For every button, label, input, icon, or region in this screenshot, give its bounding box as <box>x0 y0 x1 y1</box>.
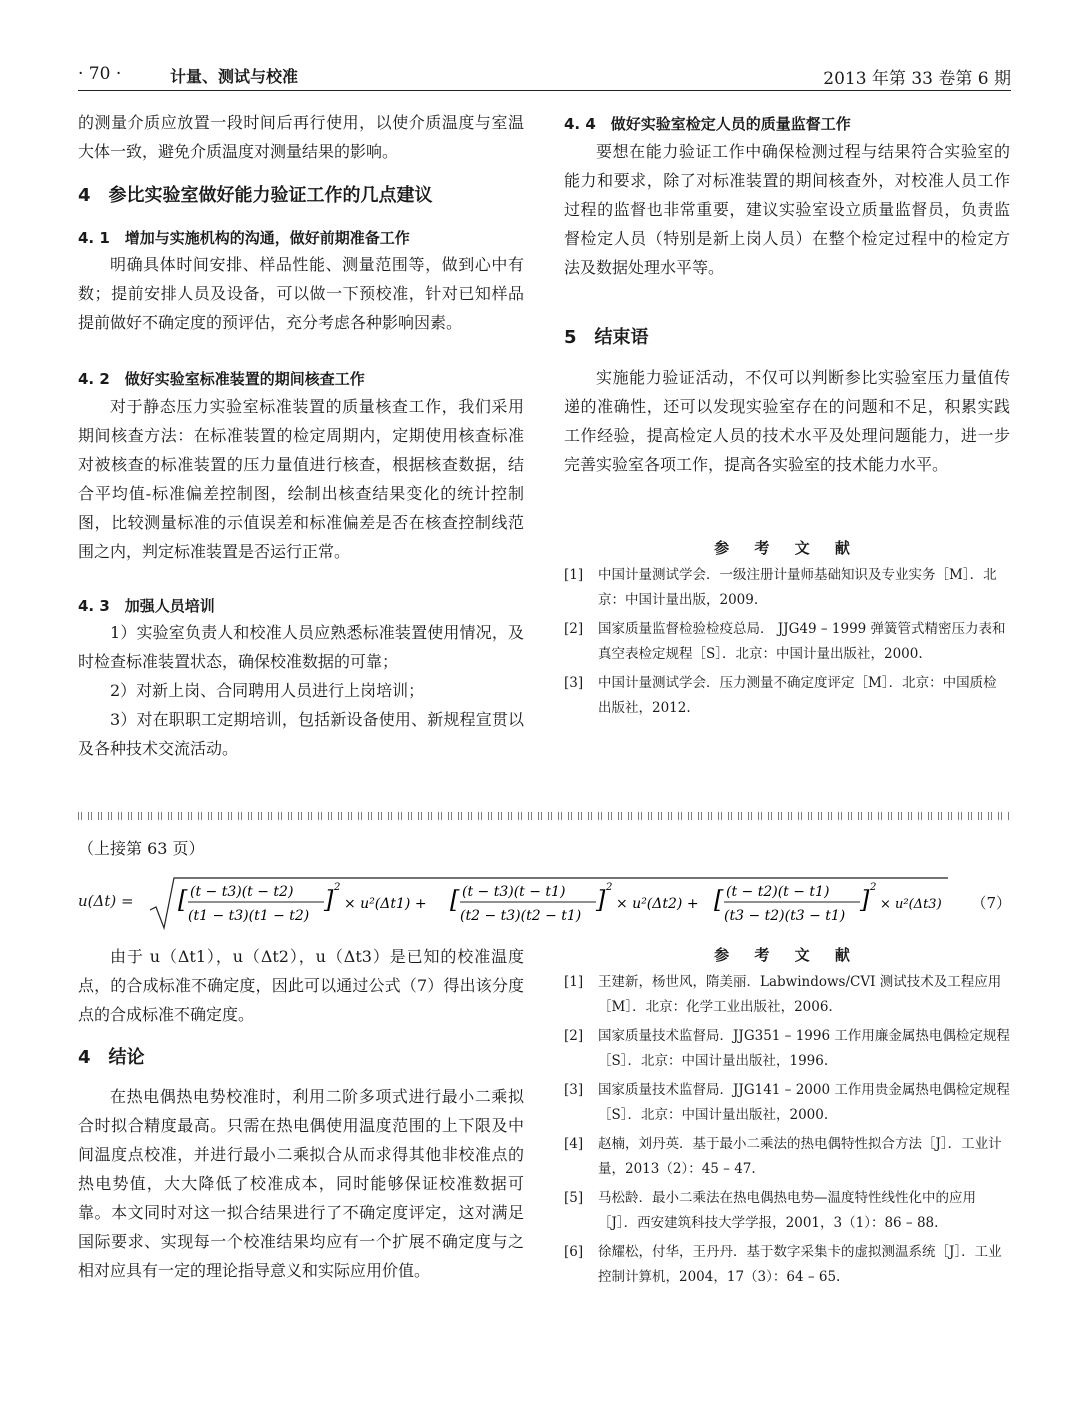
exponent: 2 <box>606 882 613 893</box>
s41-body <box>78 250 524 337</box>
exponent: 2 <box>870 882 877 893</box>
paragraph: 在热电偶热电势校准时，利用二阶多项式进行最小二乘拟合时拟合精度最高。只需在热电偶使用温度范围的上下限及中间温度点校准，并进行最小二乘拟合从而求得其他非校准点的热电势值，大大降低了校准成本，同时能够保证校准数据可靠。本文同时对这一拟合结果进行了不确定度评定，这对满足国际要求、实现每一个校准结果均应有一个扩展不确定度与之相对应具有一定的理论指导意义和实际应用价值。 <box>78 1087 524 1280</box>
reference-item <box>564 617 1010 667</box>
conclusion-body <box>78 1082 524 1285</box>
section-heading: 5 结束语 <box>564 327 649 348</box>
reference-text: 国家质量监督检验检疫总局． JJG49 – 1999 弹簧管式精密压力表和真空表检定规程［S］．北京：中国计量出版社，2000. <box>598 621 1006 662</box>
s44-body <box>564 137 1010 282</box>
list-item: 2）对新上岗、合同聘用人员进行上岗培训； <box>110 681 425 700</box>
fraction-denominator: (t2 − t3)(t2 − t1) <box>460 908 582 924</box>
paragraph: 对于静态压力实验室标准装置的质量核查工作，我们采用期间核查方法：在标准装置的检定周期内，定期使用核查标准对被核查的标准装置的压力量值进行核查，根据核查数据，结合平均值-标准偏差控制图，绘制出核查结果变化的统计控制图，比较测量标准的示值误差和标准偏差是否在核查控制线范围之内，判定标准装置是否运行正常。 <box>78 397 524 561</box>
bracket: [ <box>178 886 188 914</box>
bracket: ] <box>596 886 606 914</box>
reference-text: 国家质量技术监督局．JJG141 – 2000 工作用贵金属热电偶检定规程［S］．北京：中国计量出版社，2000. <box>598 1082 1010 1123</box>
s43-body <box>78 618 524 763</box>
bracket: ] <box>860 886 870 914</box>
page-number: · 70 · <box>78 64 122 84</box>
reference-number: [2] <box>564 1028 584 1044</box>
top-left-column <box>78 108 524 166</box>
term-factor: × u²(Δt1) + <box>344 896 427 912</box>
journal-section-name: 计量、测试与校准 <box>170 67 299 86</box>
s42-body <box>78 392 524 566</box>
paragraph: 要想在能力验证工作中确保检测过程与结果符合实验室的能力和要求，除了对标准装置的期间核查外，对校准人员工作过程的监督也非常重要，建议实验室设立质量监督员，负责监督检定人员（特别是新上岗人员）在整个检定过程中的检定方法及数据处理水平等。 <box>564 142 1010 277</box>
paragraph: 的测量介质应放置一段时间后再行使用，以使介质温度与室温大体一致，避免介质温度对测量结果的影响。 <box>78 113 524 161</box>
paragraph: 由于 u（Δt1），u（Δt2），u（Δt3）是已知的校准温度点，的合成标准不确定度，因此可以通过公式（7）得出该分度点的合成标准不确定度。 <box>78 947 524 1024</box>
reference-text: 王建新，杨世风，隋美丽．Labwindows/CVI 测试技术及工程应用［M］．北京：化学工业出版社，2006. <box>598 974 1002 1015</box>
equation-7 <box>78 874 1011 930</box>
section-heading: 4 参比实验室做好能力验证工作的几点建议 <box>78 185 433 206</box>
reference-item <box>564 1078 1010 1128</box>
running-header <box>78 62 1011 91</box>
reference-number: [3] <box>564 675 584 691</box>
exponent: 2 <box>334 882 341 893</box>
reference-item <box>564 1186 1010 1236</box>
reference-number: [3] <box>564 1082 584 1098</box>
subsection-heading: 4. 1 增加与实施机构的沟通，做好前期准备工作 <box>78 229 410 247</box>
reference-text: 中国计量测试学会．一级注册计量师基础知识及专业实务［M］．北京：中国计量出版，2009. <box>598 567 997 608</box>
fraction-denominator: (t1 − t3)(t1 − t2) <box>188 908 310 924</box>
subsection-heading: 4. 4 做好实验室检定人员的质量监督工作 <box>564 115 851 133</box>
reference-number: [1] <box>564 974 584 990</box>
equation-number: （7） <box>971 894 1011 912</box>
equation-lhs: u(Δt) = <box>78 892 134 910</box>
decorative-divider <box>78 812 1011 820</box>
references-title: 参 考 文 献 <box>714 946 860 964</box>
subsection-heading: 4. 2 做好实验室标准装置的期间核查工作 <box>78 370 365 388</box>
term-factor: × u²(Δt3) <box>880 897 942 912</box>
fraction-denominator: (t3 − t2)(t3 − t1) <box>724 908 846 924</box>
reference-number: [5] <box>564 1190 584 1206</box>
reference-number: [6] <box>564 1244 584 1260</box>
equation-rhs <box>78 874 958 934</box>
bracket: [ <box>450 886 460 914</box>
reference-item <box>564 1240 1010 1290</box>
fraction-numerator: (t − t3)(t − t2) <box>190 884 294 900</box>
reference-text: 赵楠，刘丹英．基于最小二乘法的热电偶特性拟合方法［J］．工业计量，2013（2）：45 – 47. <box>598 1136 1002 1177</box>
reference-text: 中国计量测试学会．压力测量不确定度评定［M］．北京：中国质检出版社，2012. <box>598 675 997 716</box>
reference-text: 马松龄．最小二乘法在热电偶热电势—温度特性线性化中的应用［J］．西安建筑科技大学学报，2001，3（1）：86 – 88. <box>598 1190 976 1231</box>
subsection-heading: 4. 3 加强人员培训 <box>78 597 215 615</box>
paragraph: 明确具体时间安排、样品性能、测量范围等，做到心中有数；提前安排人员及设备，可以做一下预校准，针对已知样品提前做好不确定度的预评估，充分考虑各种影响因素。 <box>78 255 524 332</box>
reference-item <box>564 1132 1010 1182</box>
fraction-numerator: (t − t3)(t − t1) <box>462 884 566 900</box>
bottom-left-column <box>78 942 524 1029</box>
list-item: 1）实验室负责人和校准人员应熟悉标准装置使用情况，及时检查标准装置状态，确保校准数据的可靠； <box>78 623 524 671</box>
section-heading: 4 结论 <box>78 1047 145 1068</box>
reference-item <box>564 671 1010 721</box>
issue-info: 2013 年第 33 卷第 6 期 <box>823 69 1011 89</box>
reference-text: 国家质量技术监督局．JJG351 – 1996 工作用廉金属热电偶检定规程［S］．北京：中国计量出版社，1996. <box>598 1028 1010 1069</box>
fraction-numerator: (t − t2)(t − t1) <box>726 884 830 900</box>
references-title: 参 考 文 献 <box>714 539 860 557</box>
reference-number: [4] <box>564 1136 584 1152</box>
reference-item <box>564 970 1010 1020</box>
continued-from-note: （上接第 63 页） <box>78 839 205 858</box>
bracket: ] <box>324 886 334 914</box>
references-list <box>564 970 1010 1294</box>
reference-number: [2] <box>564 621 584 637</box>
sec5-body <box>564 363 1010 479</box>
term-factor: × u²(Δt2) + <box>616 896 699 912</box>
bracket: [ <box>714 886 724 914</box>
paragraph: 实施能力验证活动，不仅可以判断参比实验室压力量值传递的准确性，还可以发现实验室存在的问题和不足，积累实践工作经验，提高检定人员的技术水平及处理问题能力，进一步完善实验室各项工作，提高各实验室的技术能力水平。 <box>564 368 1010 474</box>
reference-number: [1] <box>564 567 584 583</box>
reference-item <box>564 563 1010 613</box>
reference-item <box>564 1024 1010 1074</box>
list-item: 3）对在职职工定期培训，包括新设备使用、新规程宣贯以及各种技术交流活动。 <box>78 710 524 758</box>
references-list <box>564 563 1010 725</box>
reference-text: 徐耀松，付华，王丹丹．基于数字采集卡的虚拟测温系统［J］．工业控制计算机，2004，17（3）：64 – 65. <box>598 1244 1002 1285</box>
